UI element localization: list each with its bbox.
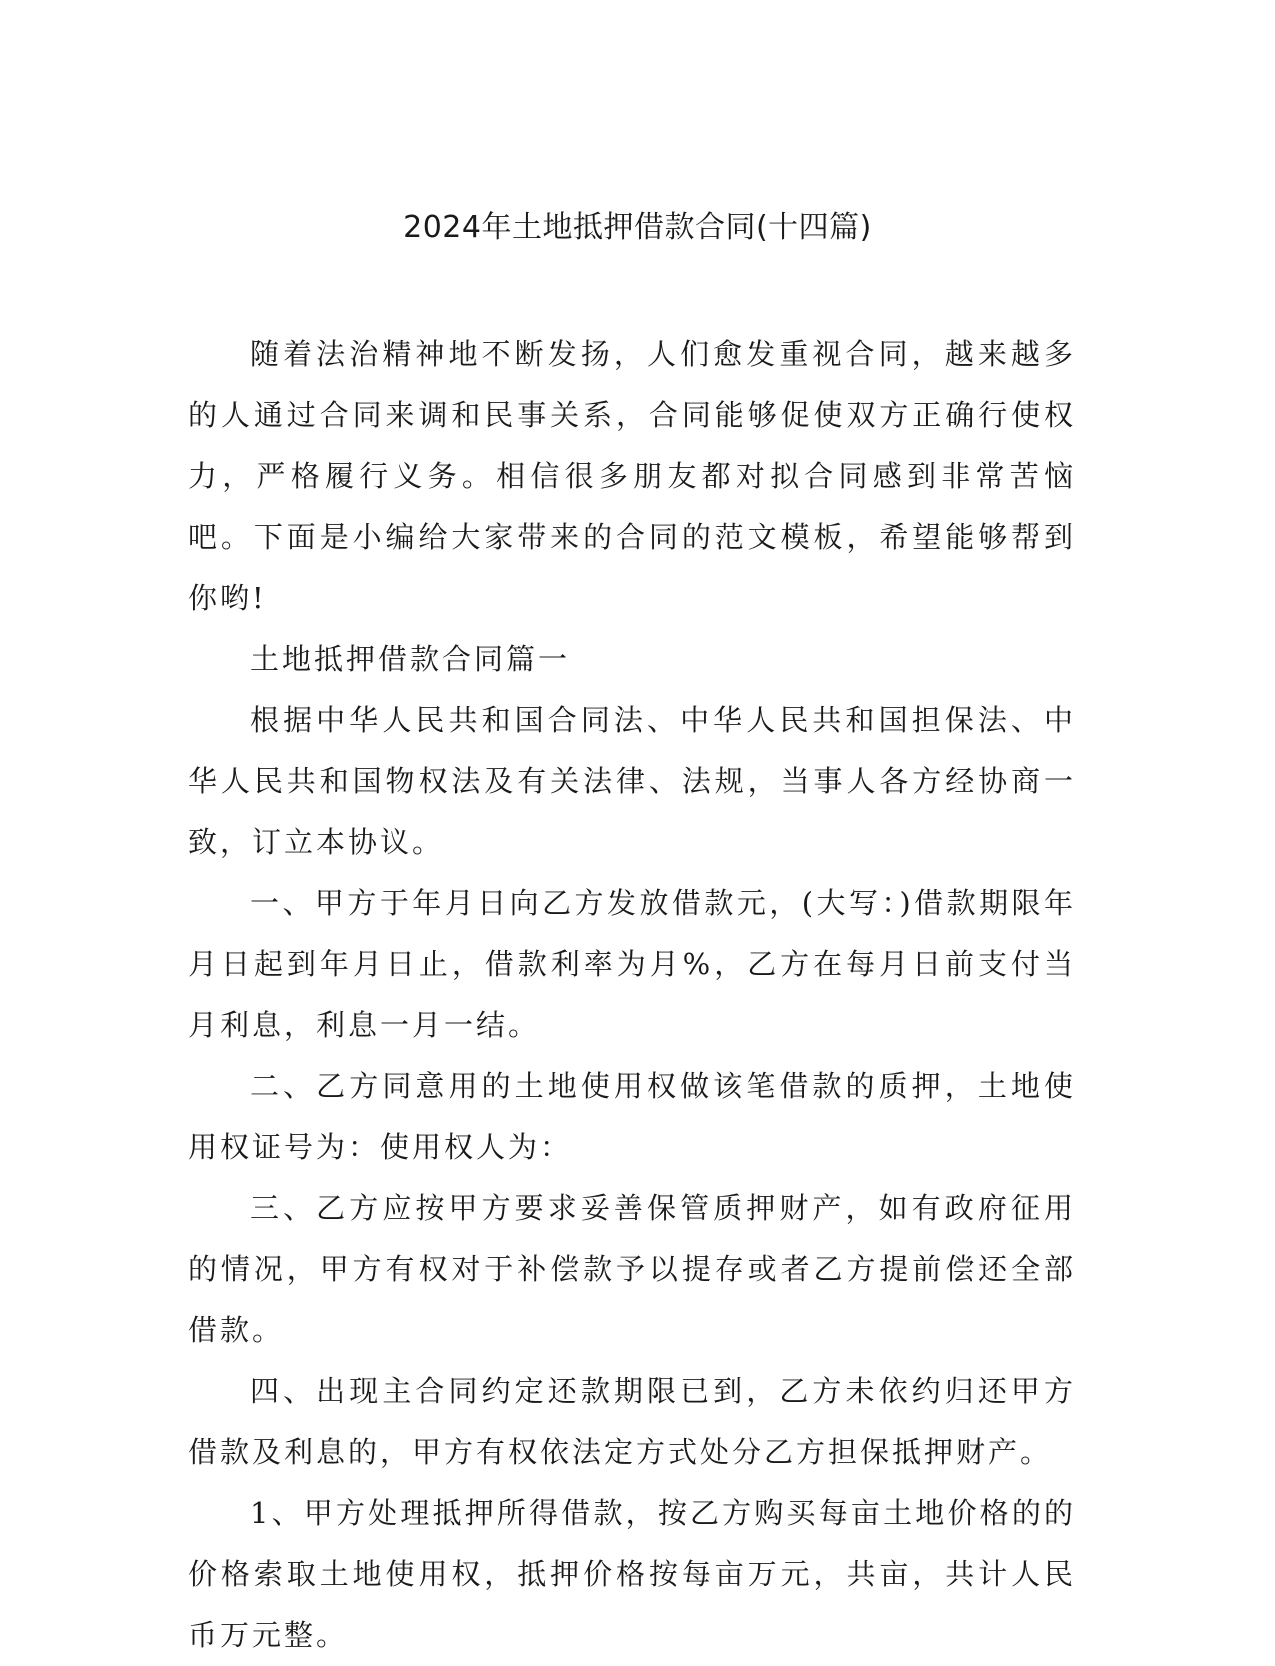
clause-paragraph-3: 三、乙方应按甲方要求妥善保管质押财产，如有政府征用的情况，甲方有权对于补偿款予以提存或者乙方提前偿还全部借款。 (188, 1191, 1076, 1347)
intro-paragraph: 随着法治精神地不断发扬，人们愈发重视合同，越来越多的人通过合同来调和民事关系，合同能够促使双方正确行使权力，严格履行义务。相信很多朋友都对拟合同感到非常苦恼吧。下面是小编给大家带来的合同的范文模板，希望能够帮到你哟! (188, 337, 1076, 615)
clause-paragraph-preamble: 根据中华人民共和国合同法、中华人民共和国担保法、中华人民共和国物权法及有关法律、法规，当事人各方经协商一致，订立本协议。 (188, 703, 1076, 859)
clause-paragraph-4-1: 1、甲方处理抵押所得借款，按乙方购买每亩土地价格的的价格索取土地使用权，抵押价格按每亩万元，共亩，共计人民币万元整。 (188, 1496, 1076, 1652)
clause-paragraph-2: 二、乙方同意用的土地使用权做该笔借款的质押，土地使用权证号为：使用权人为： (188, 1069, 1076, 1164)
section-heading: 土地抵押借款合同篇一 (250, 642, 571, 676)
document-title: 2024年土地抵押借款合同(十四篇) (403, 210, 872, 245)
clause-paragraph-1: 一、甲方于年月日向乙方发放借款元，(大写：)借款期限年月日起到年月日止，借款利率为月%，乙方在每月日前支付当月利息，利息一月一结。 (188, 886, 1076, 1042)
document-body (188, 324, 1076, 1666)
clause-paragraph-4: 四、出现主合同约定还款期限已到，乙方未依约归还甲方借款及利息的，甲方有权依法定方式处分乙方担保抵押财产。 (188, 1374, 1076, 1469)
